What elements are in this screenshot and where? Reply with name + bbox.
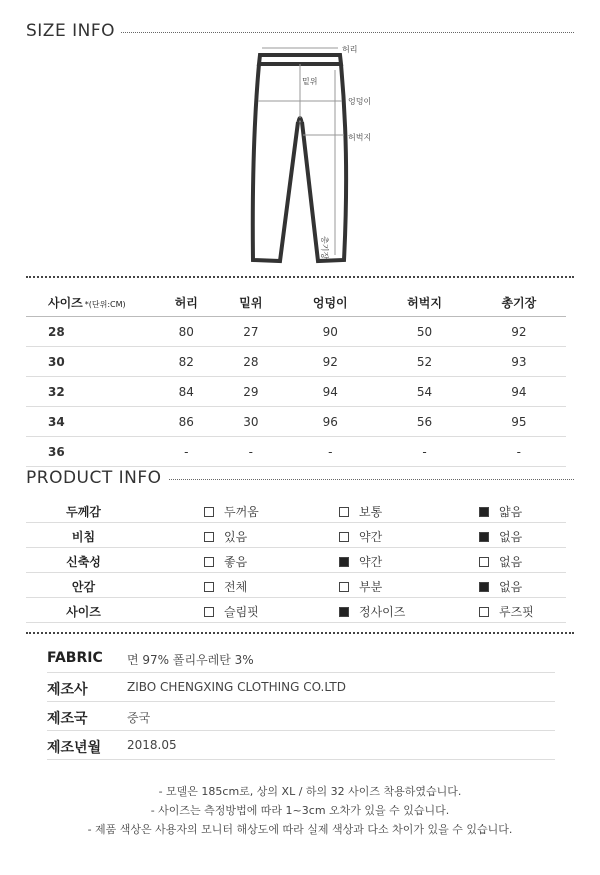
option-item: 있음 (204, 528, 247, 545)
detail-value: ZIBO CHENGXING CLOTHING CO.LTD (127, 680, 346, 694)
size-cell: 28 (26, 317, 154, 347)
size-table-header (26, 288, 566, 317)
checkbox-checked-icon (339, 607, 349, 617)
checkbox-icon (339, 532, 349, 542)
option-item: 약간 (339, 528, 382, 545)
checkbox-icon (204, 532, 214, 542)
table-cell: 80 (154, 317, 219, 347)
size-info-title: SIZE INFO (26, 21, 121, 41)
product-info-row (26, 597, 566, 623)
checkbox-icon (339, 582, 349, 592)
table-cell: 96 (283, 407, 377, 437)
notes (0, 782, 600, 839)
option-item: 없음 (479, 528, 522, 545)
product-info-label: 사이즈 (66, 605, 101, 619)
option-item: 정사이즈 (339, 603, 405, 620)
detail-value: 2018.05 (127, 738, 177, 752)
size-info-title-rule (120, 32, 574, 33)
checkbox-checked-icon (339, 557, 349, 567)
product-info-label: 비침 (71, 530, 96, 544)
checkbox-icon (479, 607, 489, 617)
detail-row-manufacturer (47, 673, 555, 702)
table-cell: 95 (472, 407, 566, 437)
size-cell: 32 (26, 377, 154, 407)
length-label: 총기장 (320, 236, 329, 260)
size-cell: 36 (26, 437, 154, 467)
product-info-title-rule (165, 479, 574, 480)
detail-value: 면 97% 폴리우레탄 3% (127, 653, 254, 667)
checkbox-icon (204, 582, 214, 592)
checkbox-checked-icon (479, 582, 489, 592)
divider (26, 632, 574, 634)
table-cell: - (154, 437, 219, 467)
table-cell: 92 (472, 317, 566, 347)
size-cell: 30 (26, 347, 154, 377)
table-cell: - (283, 437, 377, 467)
product-info-title: PRODUCT INFO (26, 468, 168, 488)
detail-label: 제조국 (47, 711, 88, 727)
unit-label: *(단위:CM) (84, 299, 126, 309)
option-item: 루즈핏 (479, 603, 534, 620)
note-line: - 사이즈는 측정방법에 따라 1~3cm 오차가 있을 수 있습니다. (150, 804, 450, 817)
product-info-label: 신축성 (66, 555, 101, 569)
note-line: - 제품 색상은 사용자의 모니터 해상도에 따라 실제 색상과 다소 차이가 있을 수 있습니다. (87, 823, 513, 836)
table-cell: 54 (377, 377, 471, 407)
header-rise: 밑위 (219, 288, 284, 317)
detail-label: 제조년월 (47, 740, 102, 756)
size-cell: 34 (26, 407, 154, 437)
option-item: 없음 (479, 578, 522, 595)
rise-label: 밑위 (302, 77, 318, 86)
table-cell: 84 (154, 377, 219, 407)
table-cell: 50 (377, 317, 471, 347)
checkbox-icon (204, 557, 214, 567)
detail-label: 제조사 (47, 682, 88, 698)
table-cell: 86 (154, 407, 219, 437)
table-cell: 30 (219, 407, 284, 437)
detail-row-date (47, 731, 555, 760)
header-length: 총기장 (472, 288, 566, 317)
checkbox-checked-icon (479, 507, 489, 517)
table-cell: - (377, 437, 471, 467)
detail-row-fabric (47, 644, 555, 673)
detail-label: FABRIC (47, 650, 103, 666)
table-cell: - (472, 437, 566, 467)
detail-value: 중국 (127, 711, 151, 725)
option-item: 보통 (339, 503, 382, 520)
table-row (26, 377, 566, 407)
table-cell: 28 (219, 347, 284, 377)
product-info-label: 안감 (71, 580, 96, 594)
option-item: 전체 (204, 578, 247, 595)
product-info-row (26, 522, 566, 548)
header-waist: 허리 (154, 288, 219, 317)
option-item: 약간 (339, 553, 382, 570)
table-cell: 82 (154, 347, 219, 377)
option-item: 없음 (479, 553, 522, 570)
checkbox-icon (204, 607, 214, 617)
hip-label: 엉덩이 (348, 97, 372, 106)
pants-outline-icon (0, 40, 600, 275)
header-hip: 엉덩이 (283, 288, 377, 317)
product-info-row (26, 572, 566, 598)
option-item: 얇음 (479, 503, 522, 520)
checkbox-icon (204, 507, 214, 517)
table-row (26, 407, 566, 437)
table-cell: 52 (377, 347, 471, 377)
table-cell: 56 (377, 407, 471, 437)
size-table (26, 288, 566, 467)
option-item: 두꺼움 (204, 503, 259, 520)
table-cell: 90 (283, 317, 377, 347)
table-row (26, 317, 566, 347)
thigh-label: 허벅지 (348, 133, 372, 142)
option-item: 슬림핏 (204, 603, 259, 620)
table-row (26, 347, 566, 377)
table-cell: 93 (472, 347, 566, 377)
product-info-row (26, 497, 566, 523)
detail-row-country (47, 702, 555, 731)
note-line: - 모델은 185cm로, 상의 XL / 하의 32 사이즈 착용하였습니다. (158, 785, 462, 798)
product-info-row (26, 547, 566, 573)
header-size: 사이즈 *(단위:CM) (26, 288, 154, 317)
table-cell: 29 (219, 377, 284, 407)
checkbox-icon (339, 507, 349, 517)
table-cell: - (219, 437, 284, 467)
option-item: 좋음 (204, 553, 247, 570)
checkbox-checked-icon (479, 532, 489, 542)
pants-size-diagram (0, 40, 600, 275)
divider (26, 276, 574, 278)
table-cell: 94 (283, 377, 377, 407)
waist-label: 허리 (342, 45, 358, 54)
checkbox-icon (479, 557, 489, 567)
product-info-label: 두께감 (66, 505, 101, 519)
table-cell: 94 (472, 377, 566, 407)
option-item: 부분 (339, 578, 382, 595)
table-cell: 92 (283, 347, 377, 377)
header-thigh: 허벅지 (377, 288, 471, 317)
table-row (26, 437, 566, 467)
table-cell: 27 (219, 317, 284, 347)
